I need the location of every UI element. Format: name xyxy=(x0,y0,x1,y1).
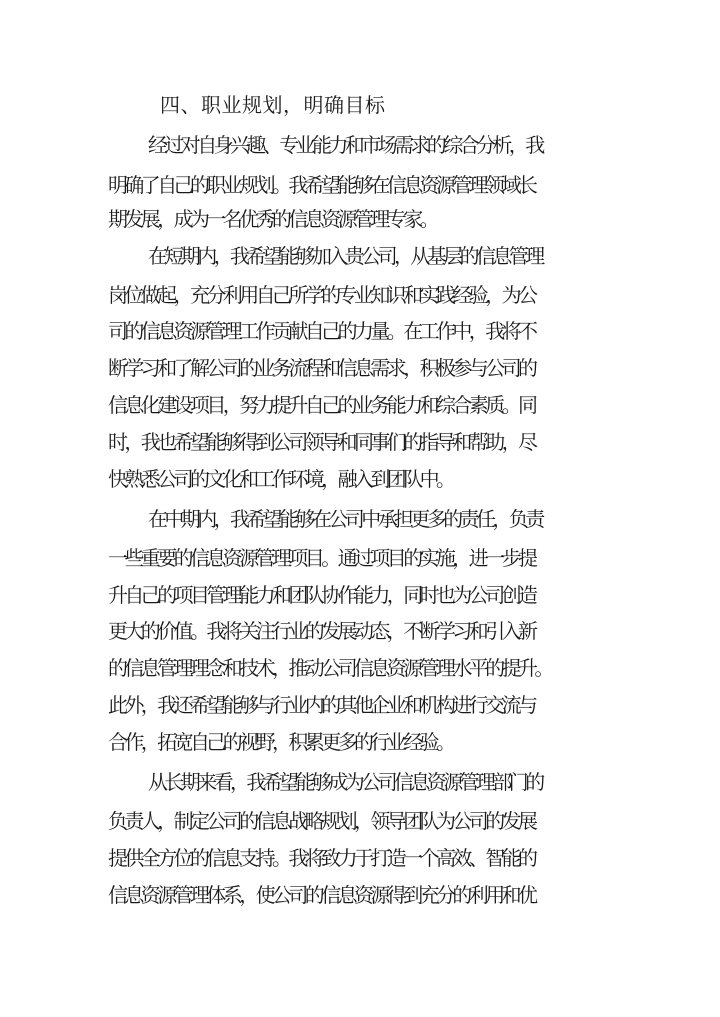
paragraph-2-line-7: 快熟悉公司的文化和工作环境，融入到团队中。 xyxy=(108,467,453,491)
paragraph-2-line-5: 信息化建设项目，努力提升自己的业务能力和综合素质。同 xyxy=(108,393,535,417)
paragraph-1-line-1: 经过对自身兴趣、专业能力和市场需求的综合分析，我 xyxy=(148,133,542,157)
paragraph-3-line-1: 在中期内，我希望能够在公司中承担更多的责任，负责 xyxy=(148,507,542,531)
paragraph-1-line-2: 明确了自己的职业规划。我希望能够在信息资源管理领域长 xyxy=(108,173,535,197)
paragraph-4-line-1: 从长期来看，我希望能够成为公司信息资源管理部门的 xyxy=(148,770,542,794)
paragraph-4-line-2: 负责人，制定公司的信息战略规划，领导团队为公司的发展 xyxy=(108,809,535,833)
paragraph-3-line-7: 合作，拓宽自己的视野，积累更多的行业经验。 xyxy=(108,730,453,754)
paragraph-3-line-3: 升自己的项目管理能力和团队协作能力，同时也为公司创造 xyxy=(108,583,535,607)
paragraph-1-line-3: 期发展，成为一名优秀的信息资源管理专家。 xyxy=(108,207,436,231)
paragraph-3-line-5: 的信息管理理念和技术，推动公司信息资源管理水平的提升。 xyxy=(108,656,551,680)
paragraph-4-line-3: 提供全方位的信息支持。我将致力于打造一个高效、智能的 xyxy=(108,846,535,870)
paragraph-2-line-4: 断学习和了解公司的业务流程和信息需求，积极参与公司的 xyxy=(108,356,535,380)
paragraph-2-line-6: 时，我也希望能够得到公司领导和同事们的指导和帮助，尽 xyxy=(108,430,535,454)
paragraph-3-line-6: 此外，我还希望能够与行业内的其他企业和机构进行交流与 xyxy=(108,693,535,717)
paragraph-4-line-4: 信息资源管理体系，使公司的信息资源得到充分的利用和优 xyxy=(108,883,535,907)
paragraph-2-line-1: 在短期内，我希望能够加入贵公司，从基层的信息管理 xyxy=(148,244,542,268)
paragraph-3-line-2: 一些重要的信息资源管理项目。通过项目的实施，进一步提 xyxy=(108,546,535,570)
paragraph-2-line-2: 岗位做起，充分利用自己所学的专业知识和实践经验，为公 xyxy=(108,283,535,307)
section-heading: 四、职业规划，明确目标 xyxy=(160,93,386,117)
paragraph-2-line-3: 司的信息资源管理工作贡献自己的力量。在工作中，我将不 xyxy=(108,319,535,343)
paragraph-3-line-4: 更大的价值。我将关注行业的发展动态，不断学习和引入新 xyxy=(108,619,535,643)
